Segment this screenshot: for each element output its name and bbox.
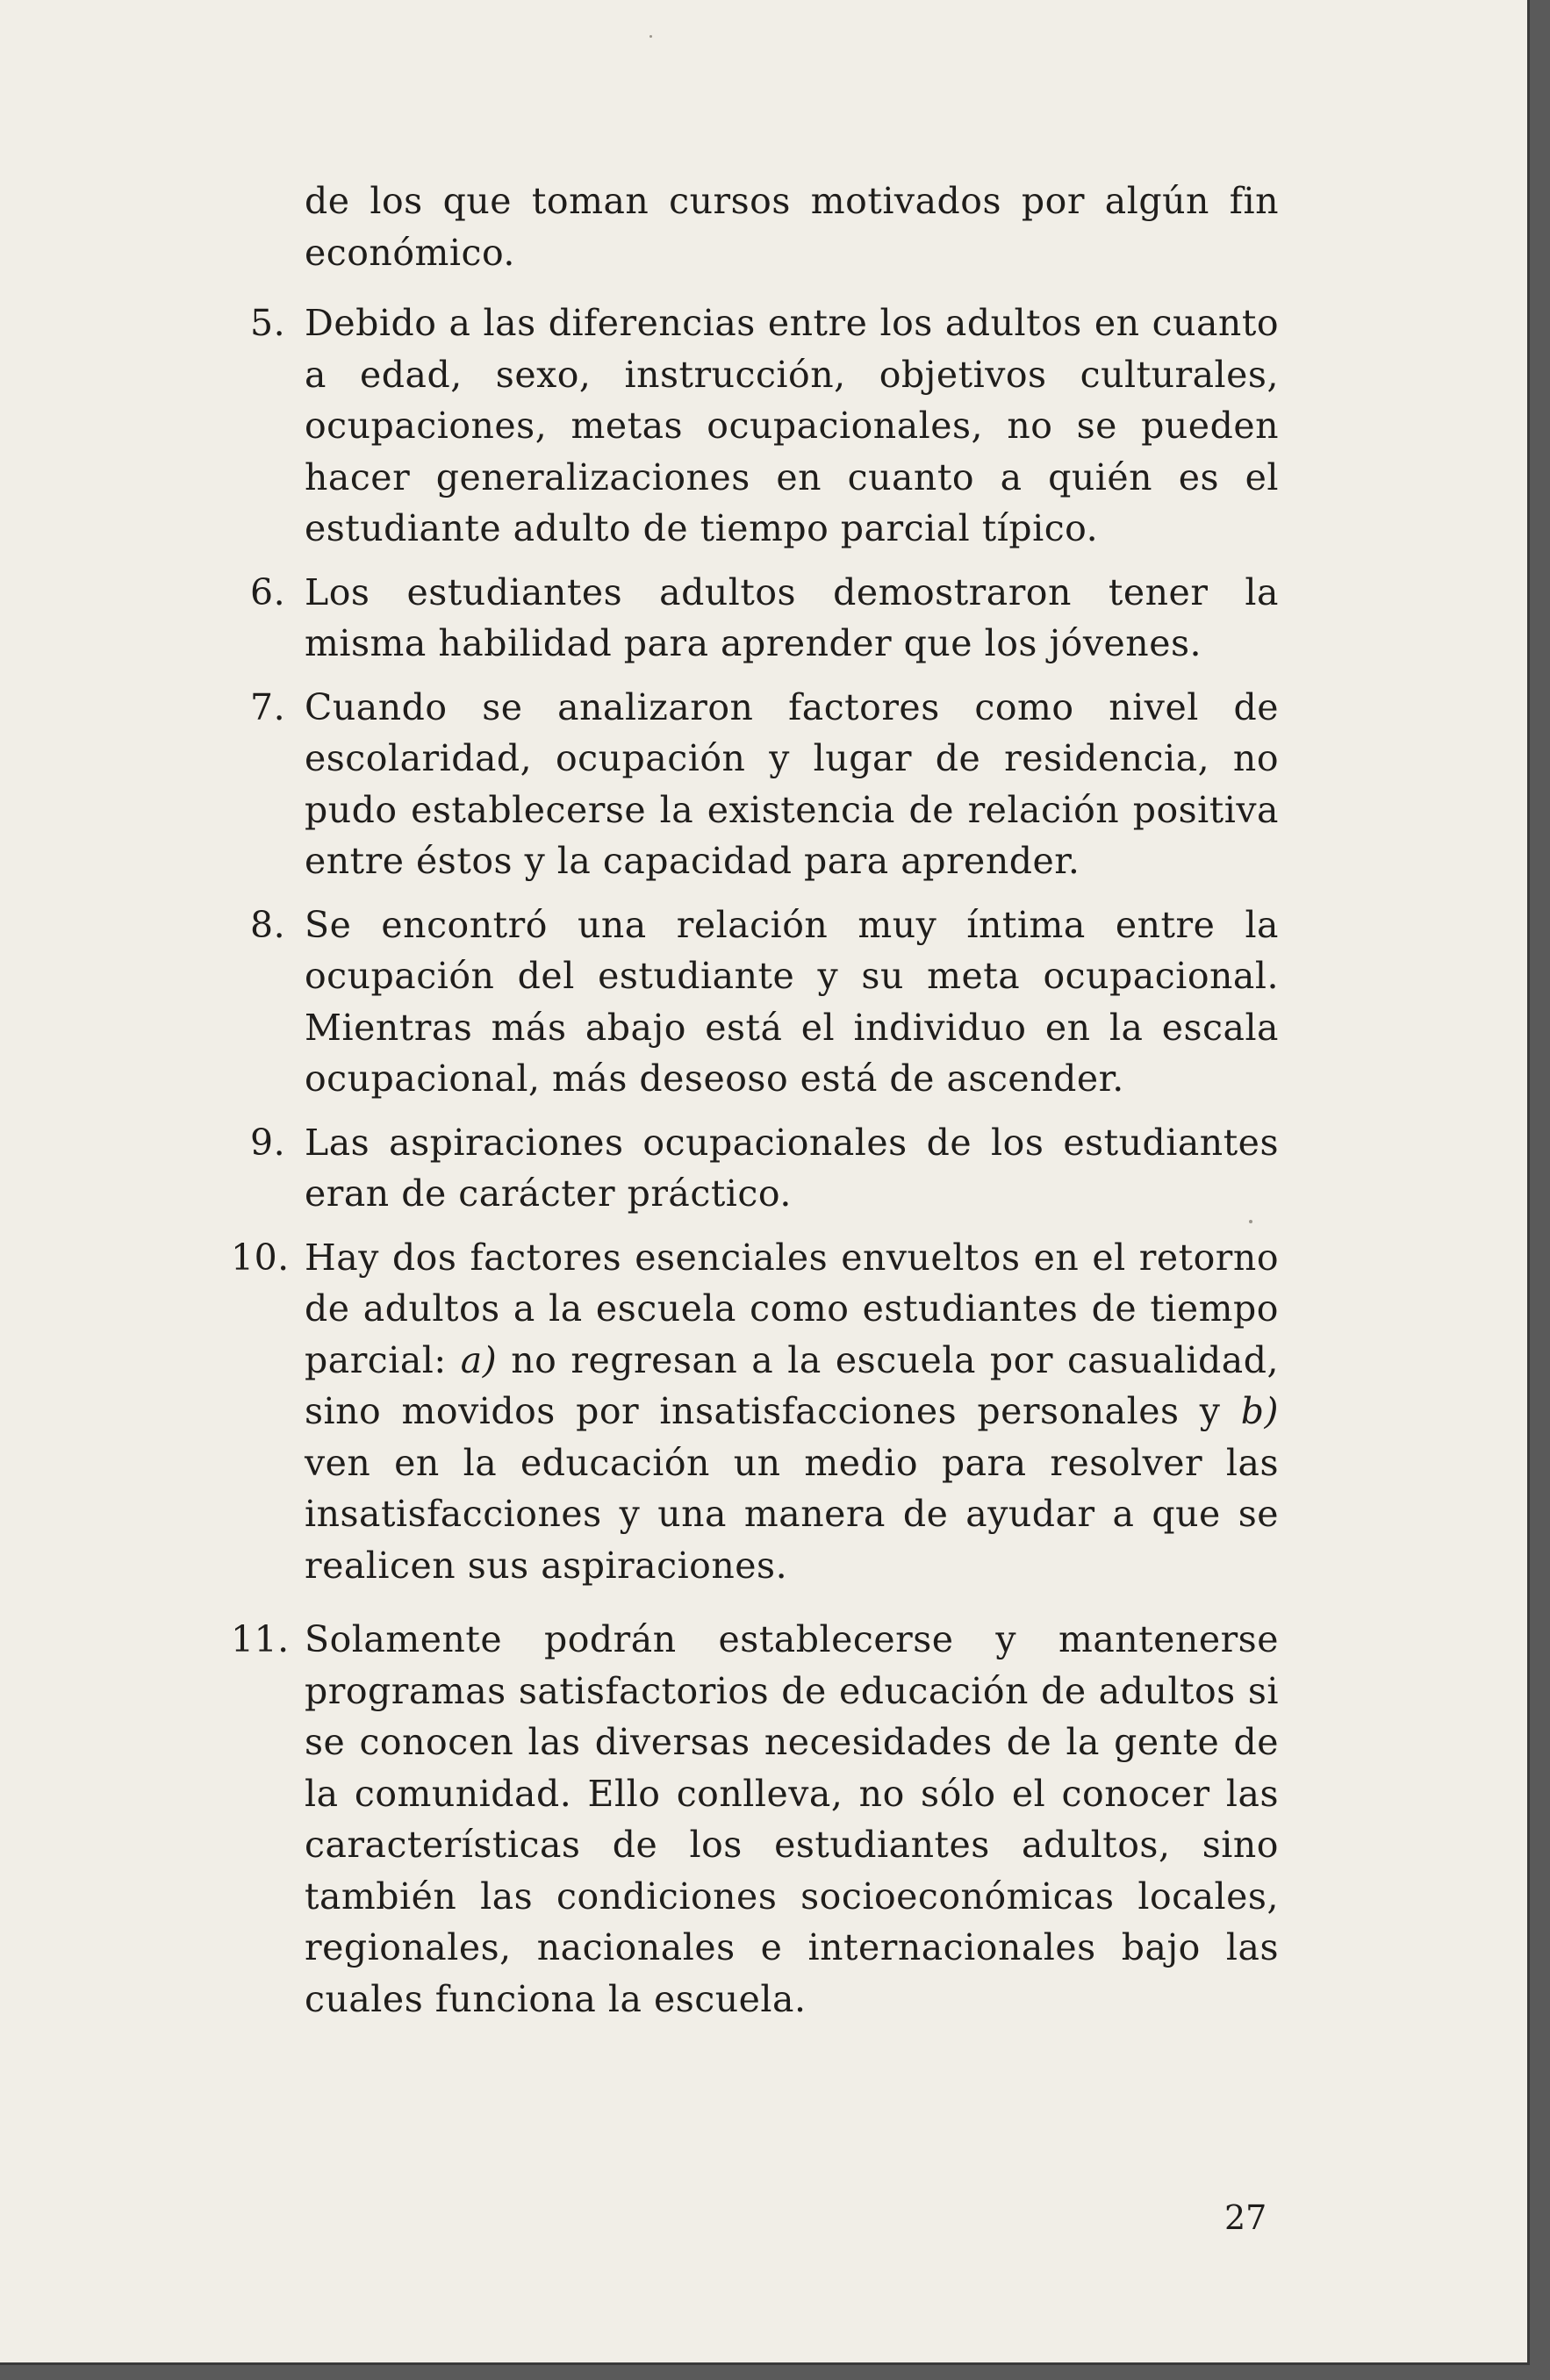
list-item-7 (250, 682, 1279, 887)
paper-speck (1249, 1220, 1252, 1223)
page-number: 27 (1224, 2198, 1267, 2237)
paper-speck (649, 35, 652, 38)
item-text (305, 1237, 1279, 1587)
list-item-10 (231, 1232, 1279, 1592)
item-number: 8. (250, 903, 286, 946)
item-number: 9. (250, 1121, 286, 1164)
list-item-5 (250, 298, 1279, 555)
list-item-8 (250, 900, 1279, 1105)
item-text-part-1: Hay dos factores esenciales envueltos en el retorno de adultos a la escuela como estudiantes de tiempo parcial: (305, 1236, 1279, 1381)
item-number: 7. (250, 685, 286, 728)
item-text-part-2: no regresan a la escuela por casualidad, sino movidos por insatisfacciones personales y (305, 1338, 1279, 1432)
item-text: Cuando se analizaron factores como nivel de escolaridad, ocupación y lugar de residencia, no pudo establecerse la existencia de relación positiva entre éstos y la capacidad para aprender. (305, 685, 1279, 882)
marker-a: a) (460, 1338, 498, 1381)
item-number: 11. (231, 1618, 290, 1660)
item-text: Debido a las diferencias entre los adultos en cuanto a edad, sexo, instrucción, objetivos culturales, ocupaciones, metas ocupacionales, no se pueden hacer generalizaciones en cuanto a quién es el estudiante adulto de tiempo parcial típico. (305, 302, 1279, 549)
item-number: 5. (250, 302, 286, 344)
body-text (231, 176, 1279, 2025)
item-text-part-3: ven en la educación un medio para resolver las insatisfacciones y una manera de ayudar a que se realicen sus aspiraciones. (305, 1441, 1279, 1587)
item-text: Las aspiraciones ocupacionales de los estudiantes eran de carácter práctico. (305, 1121, 1279, 1215)
item-text: Los estudiantes adultos demostraron tener la misma habilidad para aprender que los jóvenes. (305, 570, 1279, 664)
list-item-11 (231, 1614, 1279, 2025)
list-item-9 (250, 1117, 1279, 1220)
marker-b: b) (1240, 1390, 1279, 1432)
item-text: Solamente podrán establecerse y mantenerse programas satisfactorios de educación de adultos si se conocen las diversas necesidades de la gente de la comunidad. Ello conlleva, no sólo el conocer las características de los estudiantes adultos, sino también las condiciones socioeconómicas locales, regionales, nacionales e internacionales bajo las cuales funciona la escuela. (305, 1618, 1279, 2020)
item-number: 6. (250, 570, 286, 613)
item-text: Se encontró una relación muy íntima entre la ocupación del estudiante y su meta ocupacional. Mientras más abajo está el individuo en la escala ocupacional, más deseoso está de ascender. (305, 903, 1279, 1100)
item-number: 10. (231, 1236, 290, 1279)
list-item-6 (250, 567, 1279, 670)
continuation-paragraph: de los que toman cursos motivados por algún fin económico. (305, 180, 1279, 274)
